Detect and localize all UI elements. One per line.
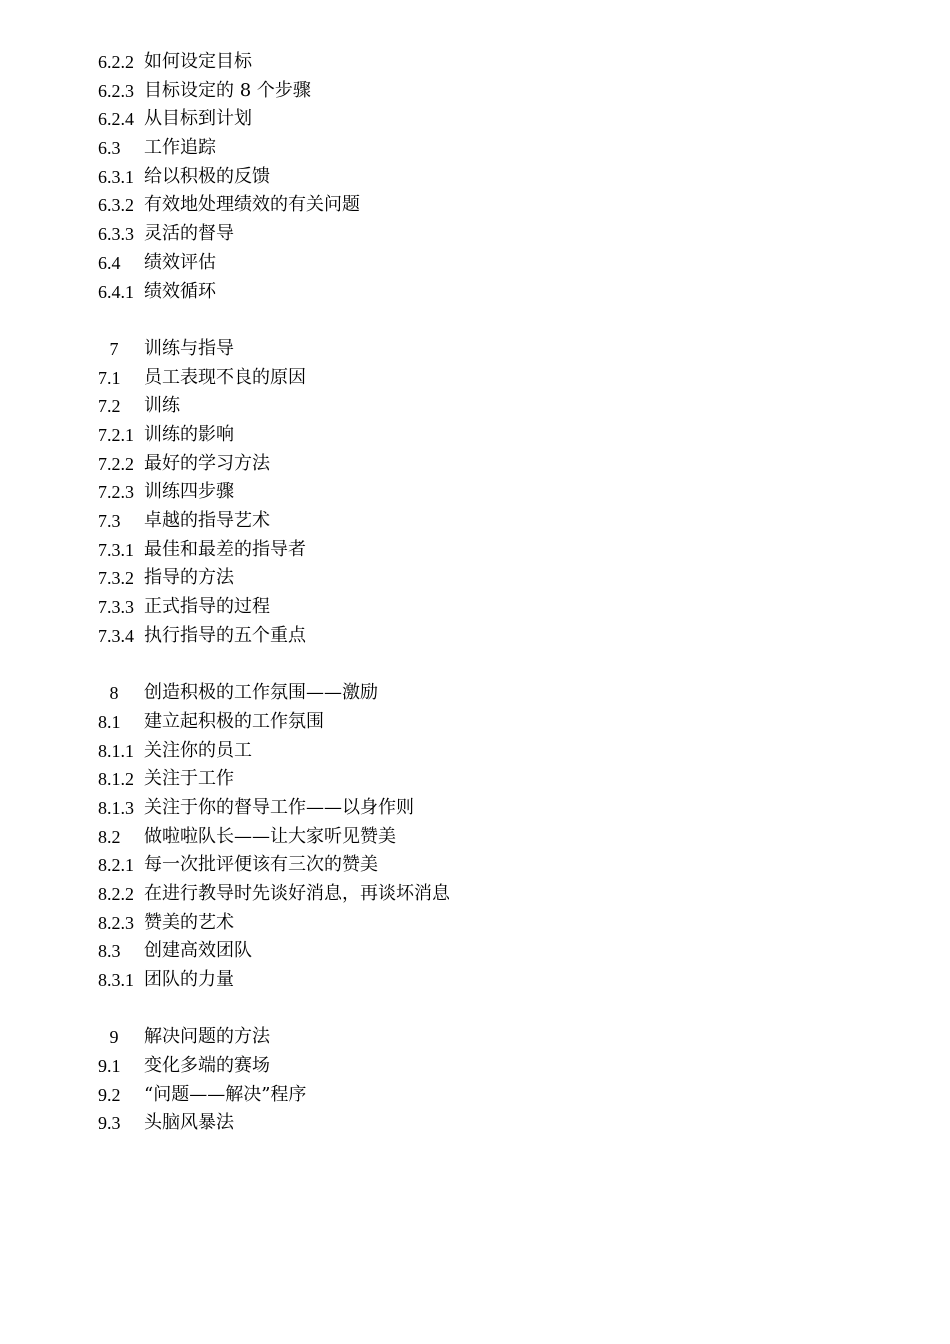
toc-entry-number: 8.2.2 bbox=[98, 883, 134, 904]
toc-entry-title: 建立起积极的工作氛围 bbox=[144, 710, 324, 732]
toc-entry-number: 8.2 bbox=[98, 826, 121, 847]
toc-entry-title: 每一次批评便该有三次的赞美 bbox=[144, 854, 378, 876]
toc-entry-title: 卓越的指导艺术 bbox=[144, 510, 270, 531]
toc-entry-title: 训练与指导 bbox=[144, 337, 234, 359]
toc-entry-number: 8.1 bbox=[98, 711, 121, 732]
toc-entry-title: 绩效循环 bbox=[144, 280, 216, 302]
toc-entry-sub bbox=[98, 765, 450, 794]
toc-entry-title: 训练 bbox=[144, 395, 180, 417]
toc-entry-section bbox=[98, 392, 450, 421]
toc-entry-sub bbox=[98, 278, 450, 307]
toc-entry-sub bbox=[98, 163, 450, 192]
toc-entry-title: 在进行教导时先谈好消息，再谈坏消息 bbox=[144, 882, 450, 904]
toc-entry-title: 如何设定目标 bbox=[144, 51, 252, 72]
toc-entry-title: 从目标到计划 bbox=[144, 108, 252, 130]
toc-entry-section bbox=[98, 1081, 450, 1110]
toc-entry-section bbox=[98, 507, 450, 536]
toc-entry-number: 8.1.1 bbox=[98, 740, 134, 761]
toc-entry-sub bbox=[98, 450, 450, 479]
toc-entry-title: 工作追踪 bbox=[144, 137, 216, 159]
toc-entry-sub bbox=[98, 737, 450, 766]
toc-entry-number: 7.2.2 bbox=[98, 453, 134, 474]
toc-entry-title: “问题——解决”程序 bbox=[144, 1083, 307, 1105]
toc-entry-title: 创造积极的工作氛围——激励 bbox=[144, 682, 378, 704]
toc-entry-sub bbox=[98, 564, 450, 593]
toc-entry-number: 8.2.1 bbox=[98, 855, 134, 876]
toc-spacer bbox=[98, 650, 450, 679]
toc-entry-title: 头脑风暴法 bbox=[144, 1112, 234, 1134]
toc-entry-title: 解决问题的方法 bbox=[144, 1026, 270, 1048]
toc-entry-number: 6.2.3 bbox=[98, 80, 134, 101]
toc-entry-sub bbox=[98, 191, 450, 220]
toc-entry-number: 8.2.3 bbox=[98, 912, 134, 933]
toc-entry-title: 变化多端的赛场 bbox=[144, 1055, 270, 1077]
toc-entry-chapter bbox=[98, 335, 450, 364]
toc-entry-title: 绩效评估 bbox=[144, 251, 216, 273]
toc-entry-number: 7.3.1 bbox=[98, 539, 134, 560]
toc-entry-sub bbox=[98, 48, 450, 77]
toc-entry-title: 最好的学习方法 bbox=[144, 452, 270, 474]
toc-entry-title: 指导的方法 bbox=[144, 567, 234, 589]
toc-entry-number: 6.3 bbox=[98, 138, 121, 159]
toc-entry-number: 6.2.4 bbox=[98, 109, 134, 130]
toc-entry-number: 7 bbox=[109, 338, 119, 359]
toc-entry-number: 6.4.1 bbox=[98, 281, 134, 302]
toc-entry-title: 训练四步骤 bbox=[144, 481, 234, 503]
toc-entry-number: 7.3.3 bbox=[98, 597, 134, 618]
toc-spacer bbox=[98, 995, 450, 1024]
toc-entry-number: 6.3.3 bbox=[98, 224, 134, 245]
toc-entry-number: 7.3.2 bbox=[98, 568, 134, 589]
toc-entry-number: 9 bbox=[109, 1027, 119, 1048]
toc-entry-number: 7.2.3 bbox=[98, 482, 134, 503]
toc-entry-sub bbox=[98, 478, 450, 507]
toc-entry-section bbox=[98, 1052, 450, 1081]
toc-entry-number: 7.1 bbox=[98, 367, 121, 388]
toc-entry-title: 正式指导的过程 bbox=[144, 596, 270, 618]
toc-entry-number: 8 bbox=[109, 683, 119, 704]
toc-entry-number: 7.3 bbox=[98, 511, 121, 531]
toc-entry-number: 6.4 bbox=[98, 252, 121, 273]
toc-entry-sub bbox=[98, 880, 450, 909]
toc-entry-title: 训练的影响 bbox=[144, 423, 234, 445]
toc-entry-number: 9.1 bbox=[98, 1056, 121, 1077]
toc-entry-sub bbox=[98, 421, 450, 450]
toc-entry-title: 目标设定的 8 个步骤 bbox=[144, 79, 311, 101]
toc-entry-section bbox=[98, 937, 450, 966]
toc-entry-title: 最佳和最差的指导者 bbox=[144, 538, 306, 560]
toc-entry-section bbox=[98, 364, 450, 393]
toc-entry-sub bbox=[98, 909, 450, 938]
toc-entry-sub bbox=[98, 622, 450, 651]
toc-entry-number: 8.1.2 bbox=[98, 769, 134, 790]
toc-spacer bbox=[98, 306, 450, 335]
toc-entry-title: 关注于工作 bbox=[144, 768, 234, 790]
toc-entry-title: 有效地处理绩效的有关问题 bbox=[144, 194, 360, 216]
toc-entry-title: 团队的力量 bbox=[144, 969, 234, 990]
toc-entry-sub bbox=[98, 536, 450, 565]
toc-entry-chapter bbox=[98, 679, 450, 708]
toc-entry-sub bbox=[98, 794, 450, 823]
toc-entry-title: 关注你的员工 bbox=[144, 739, 252, 761]
toc-entry-number: 8.3 bbox=[98, 941, 121, 962]
toc-entry-section bbox=[98, 823, 450, 852]
toc-entry-sub bbox=[98, 851, 450, 880]
toc-entry-title: 灵活的督导 bbox=[144, 223, 234, 245]
toc-entry-sub bbox=[98, 220, 450, 249]
toc-entry-title: 关注于你的督导工作——以身作则 bbox=[144, 796, 414, 818]
toc-entry-sub bbox=[98, 105, 450, 134]
toc-entry-number: 7.3.4 bbox=[98, 625, 134, 646]
toc-entry-sub bbox=[98, 77, 450, 106]
toc-entry-number: 7.2.1 bbox=[98, 424, 134, 445]
toc-entry-number: 6.3.1 bbox=[98, 166, 134, 187]
toc-entry-number: 8.3.1 bbox=[98, 970, 134, 990]
toc-entry-sub bbox=[98, 593, 450, 622]
toc-entry-number: 8.1.3 bbox=[98, 797, 134, 818]
toc-entry-number: 9.2 bbox=[98, 1084, 121, 1105]
toc-entry-title: 执行指导的五个重点 bbox=[144, 624, 306, 646]
toc-entry-section bbox=[98, 1109, 450, 1138]
toc-entry-title: 给以积极的反馈 bbox=[144, 165, 270, 187]
toc-entry-number: 7.2 bbox=[98, 396, 121, 417]
toc-entry-number: 6.2.2 bbox=[98, 52, 134, 72]
toc-entry-sub bbox=[98, 966, 450, 995]
toc-entry-title: 赞美的艺术 bbox=[144, 911, 234, 933]
toc-entry-section bbox=[98, 708, 450, 737]
toc-entry-section bbox=[98, 134, 450, 163]
toc-entry-title: 创建高效团队 bbox=[144, 940, 252, 962]
toc-entry-section bbox=[98, 249, 450, 278]
toc-entry-title: 员工表现不良的原因 bbox=[144, 366, 306, 388]
toc-entry-number: 6.3.2 bbox=[98, 195, 134, 216]
table-of-contents bbox=[98, 48, 450, 1138]
toc-entry-number: 9.3 bbox=[98, 1113, 121, 1134]
toc-entry-title: 做啦啦队长——让大家听见赞美 bbox=[144, 825, 396, 847]
toc-entry-chapter bbox=[98, 1023, 450, 1052]
